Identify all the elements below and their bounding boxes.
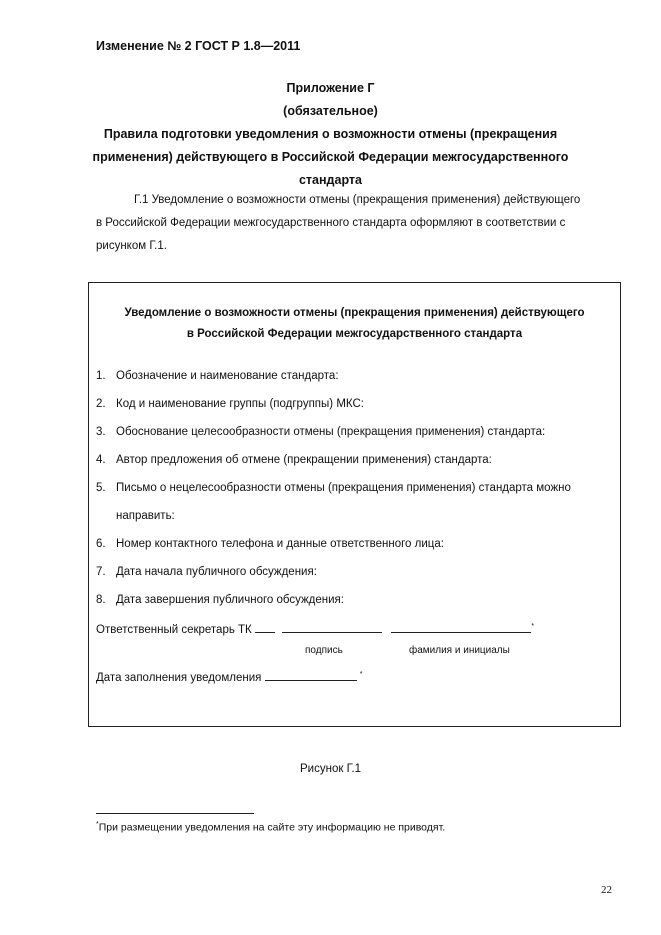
form-item: 1. Обозначение и наименование стандарта: bbox=[96, 370, 339, 382]
tk-number-blank bbox=[255, 622, 275, 633]
form-item: 4. Автор предложения об отмене (прекращении применения) стандарта: bbox=[96, 454, 492, 466]
appendix-name: Приложение Г bbox=[286, 81, 375, 95]
paragraph-line-3: рисунком Г.1. bbox=[96, 240, 167, 252]
form-title-line-2: в Российской Федерации межгосударственного стандарта bbox=[186, 328, 523, 340]
notification-form-frame bbox=[88, 282, 621, 727]
fill-date-blank bbox=[265, 670, 357, 681]
appendix-title-line-3: стандарта bbox=[298, 173, 362, 187]
footnote-mark: * bbox=[359, 671, 363, 679]
appendix-title-line-2: применения) действующего в Российской Федерации межгосударственного bbox=[92, 150, 569, 164]
appendix-status: (обязательное) bbox=[283, 104, 378, 118]
footnote-separator bbox=[96, 813, 254, 814]
form-item: 8. Дата завершения публичного обсуждения: bbox=[96, 594, 344, 606]
paragraph-line-1: Г.1 Уведомление о возможности отмены (прекращения применения) действующего bbox=[134, 194, 581, 206]
footnote: *При размещении уведомления на сайте эту информацию не приводят. bbox=[96, 821, 446, 834]
form-item: 2. Код и наименование группы (подгруппы) МКС: bbox=[96, 398, 364, 410]
document-header: Изменение № 2 ГОСТ Р 1.8—2011 bbox=[96, 39, 301, 53]
signature-blank bbox=[282, 622, 382, 633]
name-caption: фамилия и инициалы bbox=[409, 645, 510, 656]
body-paragraph bbox=[96, 189, 614, 258]
fill-date-row bbox=[96, 670, 363, 684]
form-item: 3. Обоснование целесообразности отмены (прекращения применения) стандарта: bbox=[96, 426, 546, 438]
fill-date-label: Дата заполнения уведомления bbox=[96, 672, 262, 684]
figure-caption: Рисунок Г.1 bbox=[300, 763, 361, 775]
form-item: 6. Номер контактного телефона и данные ответственного лица: bbox=[96, 538, 444, 550]
secretary-label: Ответственный секретарь ТК bbox=[96, 624, 252, 636]
page-number: 22 bbox=[601, 884, 612, 896]
appendix-title-line-1: Правила подготовки уведомления о возможности отмены (прекращения bbox=[103, 127, 558, 141]
form-title-line-1: Уведомление о возможности отмены (прекращения применения) действующего bbox=[124, 307, 585, 319]
name-blank bbox=[391, 622, 531, 633]
signature-caption: подпись bbox=[305, 645, 343, 656]
form-item-continuation: направить: bbox=[116, 510, 175, 522]
secretary-signature-row bbox=[96, 622, 534, 636]
footnote-mark: * bbox=[531, 623, 535, 631]
form-item: 7. Дата начала публичного обсуждения: bbox=[96, 566, 317, 578]
form-item: 5. Письмо о нецелесообразности отмены (прекращения применения) стандарта можно bbox=[96, 482, 571, 494]
paragraph-line-2: в Российской Федерации межгосударственного стандарта оформляют в соответствии с bbox=[96, 217, 566, 229]
